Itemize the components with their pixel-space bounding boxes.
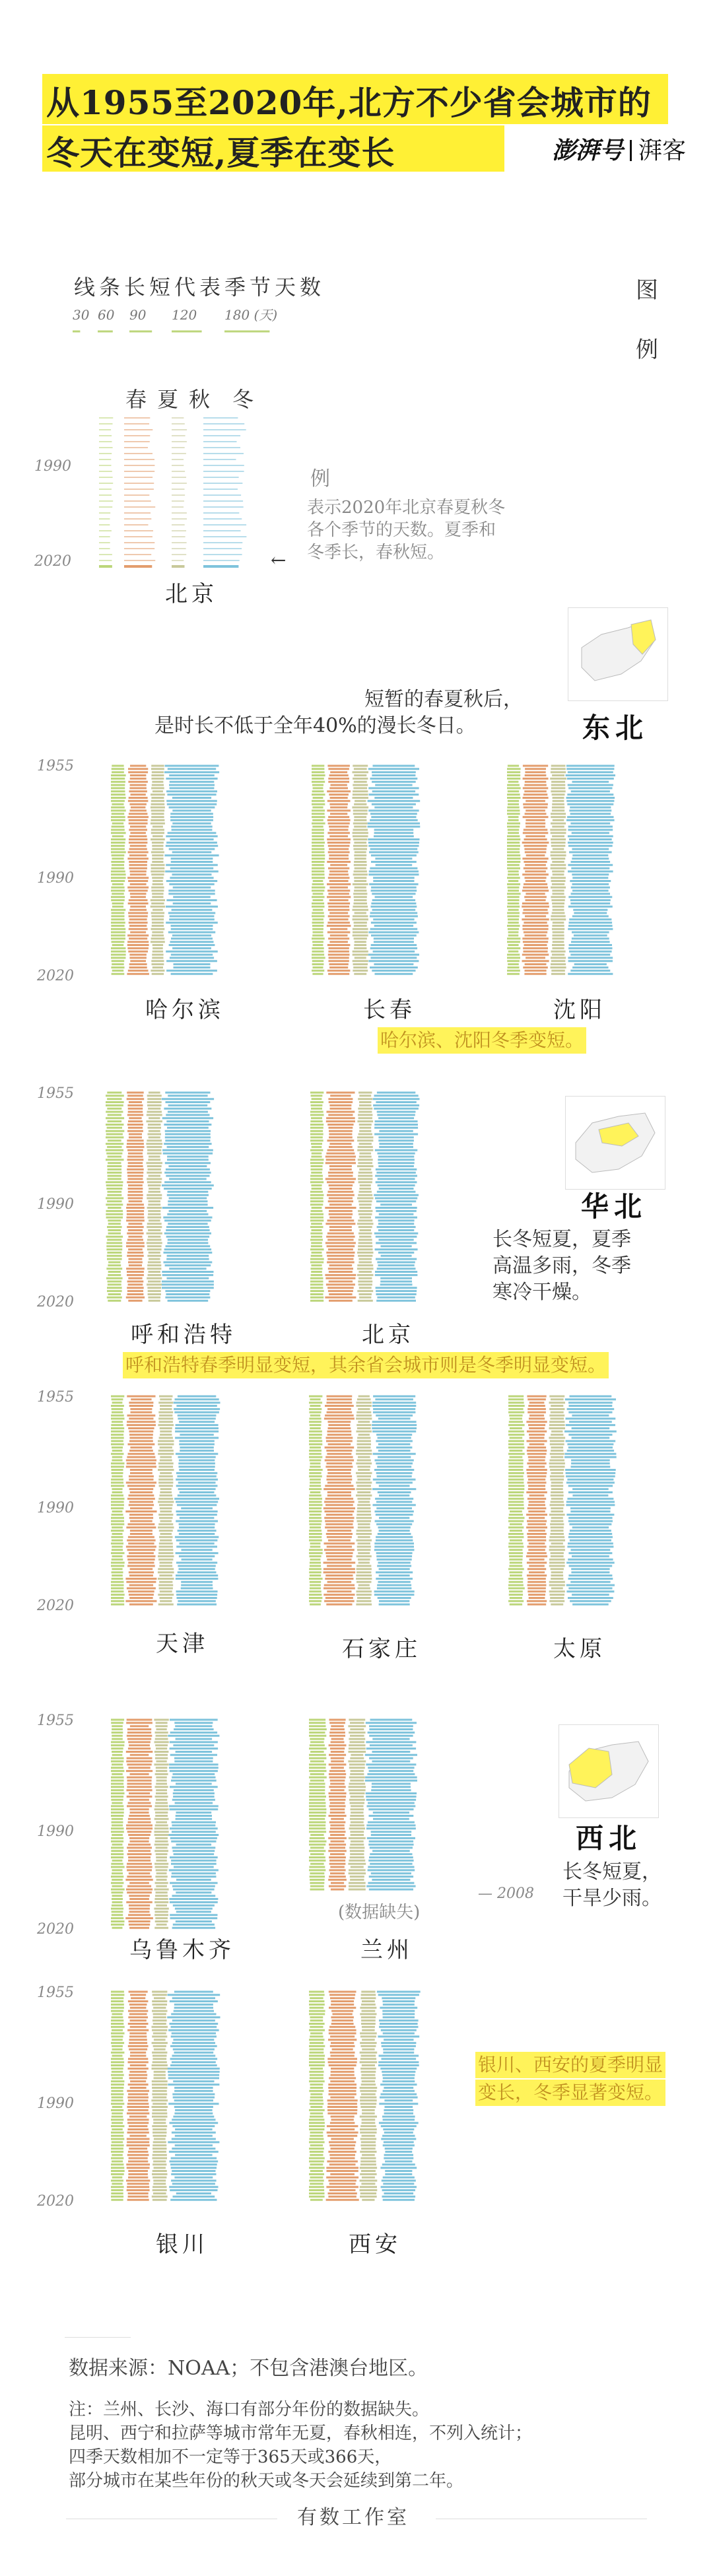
region-north: 华北 xyxy=(581,1190,648,1223)
brand-name: 澎湃号 xyxy=(552,137,624,164)
city-urumqi: 乌鲁木齐 xyxy=(129,1937,235,1963)
data-source: 数据来源：NOAA；不包含港澳台地区。 xyxy=(69,2357,428,2380)
city-shenyang: 沈阳 xyxy=(553,997,606,1023)
city-changchun: 长春 xyxy=(363,997,416,1023)
legend-city-beijing: 北京 xyxy=(165,581,218,607)
chart-shijiazhuang xyxy=(309,1393,481,1611)
footer-credit: 有数工作室 xyxy=(297,2506,409,2529)
chart-urumqi xyxy=(111,1716,283,1934)
city-taiyuan: 太原 xyxy=(553,1636,606,1662)
footer-note-3: 四季天数相加不一定等于365天或366天， xyxy=(69,2447,392,2467)
chart-taiyuan xyxy=(508,1393,680,1611)
map-northeast xyxy=(568,607,668,701)
legend-scale-label-120: 120 xyxy=(172,307,197,323)
legend-chart xyxy=(99,413,297,571)
legend-label: 线条长短代表季节天数 xyxy=(74,275,325,300)
city-tianjin: 天津 xyxy=(156,1631,209,1657)
northwest-highlight-line2: 变长，冬季显著变短。 xyxy=(475,2080,665,2106)
ne-year-1955: 1955 xyxy=(37,758,74,774)
nw-year-1990: 1990 xyxy=(37,1823,74,1840)
legend-example-line3: 冬季长，春秋短。 xyxy=(307,543,445,562)
chart-tianjin xyxy=(111,1393,283,1611)
n-year-1990: 1990 xyxy=(37,1196,74,1213)
city-lanzhou: 兰州 xyxy=(360,1937,413,1963)
n2-year-2020: 2020 xyxy=(37,1598,74,1614)
footer-divider-top xyxy=(65,2337,131,2338)
city-shijiazhuang: 石家庄 xyxy=(342,1636,421,1662)
city-harbin: 哈尔滨 xyxy=(145,997,224,1023)
northeast-desc-line1: 短暂的春夏秋后， xyxy=(364,688,523,711)
legend-title-char-2: 例 xyxy=(636,337,658,363)
north-desc-line2: 高温多雨，冬季 xyxy=(492,1254,631,1277)
northeast-desc-line2: 是时长不低于全年40%的漫长冬日。 xyxy=(154,714,476,737)
legend-scale xyxy=(73,305,323,338)
legend-scale-label-180: 180 (天) xyxy=(224,307,278,323)
chart-shenyang xyxy=(507,763,679,980)
north-desc-line3: 寒冷干燥。 xyxy=(492,1281,592,1304)
legend-year-1990: 1990 xyxy=(34,458,71,475)
region-northeast: 东北 xyxy=(582,712,649,744)
city-xian: 西安 xyxy=(349,2231,401,2258)
legend-example-title: 例 xyxy=(310,467,330,491)
brand-sub: 湃客 xyxy=(638,137,687,164)
brand-logo xyxy=(552,132,686,166)
legend-scale-label-90: 90 xyxy=(129,307,147,323)
n2-year-1955: 1955 xyxy=(37,1389,74,1406)
nw2-year-2020: 2020 xyxy=(37,2193,74,2210)
nw2-year-1955: 1955 xyxy=(37,1984,74,2001)
region-northwest: 西北 xyxy=(576,1822,642,1854)
chart-harbin xyxy=(111,763,283,980)
map-north xyxy=(565,1096,665,1190)
northwest-desc-line2: 干旱少雨。 xyxy=(562,1887,662,1910)
brand-separator xyxy=(630,140,632,161)
chart-xian xyxy=(309,1988,481,2206)
legend-title-char-1: 图 xyxy=(636,277,658,304)
legend-example-line1: 表示2020年北京春夏秋冬 xyxy=(307,498,506,518)
n-year-1955: 1955 xyxy=(37,1085,74,1102)
nw-year-1955: 1955 xyxy=(37,1712,74,1729)
footer-note-2: 昆明、西宁和拉萨等城市常年无夏，春秋相连，不列入统计； xyxy=(69,2423,533,2443)
page-title-line1: 从1955至2020年,北方不少省会城市的 xyxy=(46,83,652,122)
chart-changchun xyxy=(312,763,483,980)
legend-season-winter: 冬 xyxy=(232,387,254,412)
city-beijing: 北京 xyxy=(362,1322,415,1348)
legend-year-2020: 2020 xyxy=(34,553,71,570)
northwest-highlight-line1: 银川、西安的夏季明显 xyxy=(475,2052,665,2078)
nw2-year-1990: 1990 xyxy=(37,2095,74,2112)
chart-beijing xyxy=(310,1089,482,1307)
n-year-2020: 2020 xyxy=(37,1294,74,1310)
lanzhou-end-year: — 2008 xyxy=(478,1885,534,1902)
legend-scale-label-30: 30 xyxy=(73,307,90,323)
ne-year-2020: 2020 xyxy=(37,968,74,984)
city-yinchuan: 银川 xyxy=(156,2231,209,2258)
footer-note-4: 部分城市在某些年份的秋天或冬天会延续到第二年。 xyxy=(69,2471,464,2491)
legend-season-autumn: 秋 xyxy=(189,387,211,412)
chart-yinchuan xyxy=(111,1988,283,2206)
northwest-desc-line1: 长冬短夏， xyxy=(562,1860,662,1883)
city-hohhot: 呼和浩特 xyxy=(131,1322,236,1348)
n2-year-1990: 1990 xyxy=(37,1500,74,1516)
legend-arrow: ← xyxy=(271,549,287,571)
chart-hohhot xyxy=(106,1089,290,1307)
page-title-line2: 冬天在变短,夏季在变长 xyxy=(46,133,395,172)
northeast-highlight: 哈尔滨、沈阳冬季变短。 xyxy=(378,1027,586,1054)
lanzhou-end-label: 2008 xyxy=(497,1885,534,1902)
legend-example-line2: 各个季节的天数。夏季和 xyxy=(307,520,496,540)
nw-year-2020: 2020 xyxy=(37,1921,74,1938)
north-highlight: 呼和浩特春季明显变短，其余省会城市则是冬季明显变短。 xyxy=(123,1352,609,1378)
map-northwest xyxy=(559,1724,659,1818)
legend-scale-label-60: 60 xyxy=(98,307,115,323)
legend-season-spring: 春 xyxy=(125,387,147,412)
footer-note-1: 注：兰州、长沙、海口有部分年份的数据缺失。 xyxy=(69,2400,430,2420)
lanzhou-missing-note: (数据缺失) xyxy=(338,1903,421,1922)
legend-season-summer: 夏 xyxy=(157,387,179,412)
ne-year-1990: 1990 xyxy=(37,870,74,887)
north-desc-line1: 长冬短夏，夏季 xyxy=(492,1228,631,1251)
